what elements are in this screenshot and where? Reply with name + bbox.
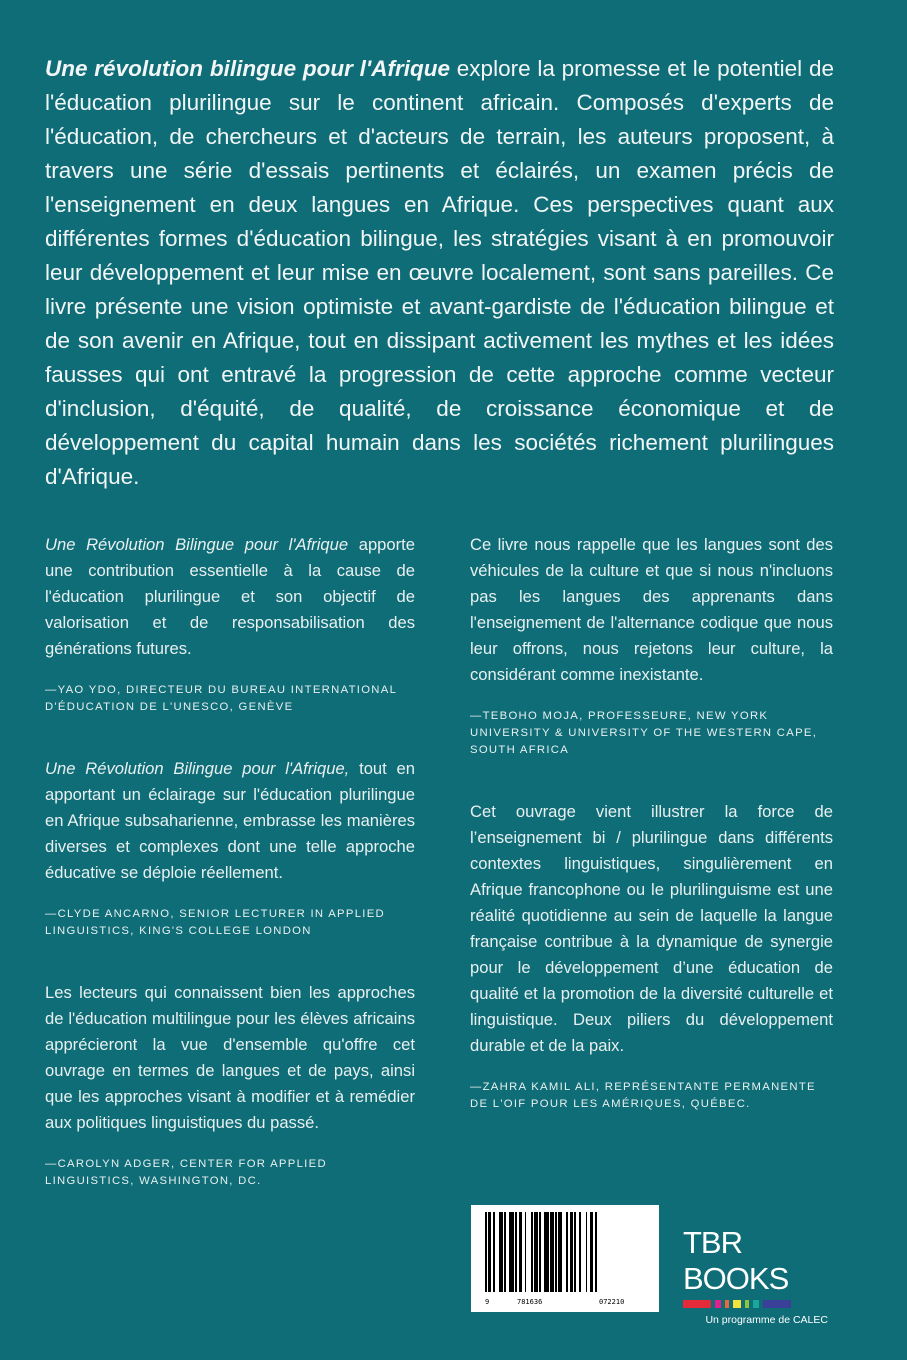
publisher-tagline: Un programme de CALEC — [705, 1314, 828, 1326]
stripe-segment — [745, 1300, 749, 1308]
publisher-name: TBR BOOKS — [683, 1225, 789, 1296]
quote-text: Ce livre nous rappelle que les langues sont des véhicules de la culture et que si nous n'incluons pas les langues des apprenants dans l'enseignement de l'alternance codique que nous leur offrons, nous rejetons leur culture, la considérant comme inexistante. — [470, 535, 833, 684]
right-quotes-column — [470, 532, 833, 1153]
publisher-logo — [683, 1225, 833, 1326]
book-title: Une révolution bilingue pour l'Afrique — [45, 56, 450, 81]
quote-text: Cet ouvrage vient illustrer la force de l’enseignement bi / plurilingue dans différents contextes linguistiques, singulièrement en Afrique francophone ou le plurilinguisme est une réalité quotidienne au sein de laquelle la langue française contribue à la dynamique de synergie pour le développement d’une éducation de qualité et la promotion de la diversité culturelle et linguistique. Deux piliers du développement durable et de la paix. — [470, 802, 833, 1055]
book-description — [45, 52, 834, 494]
stripe-segment — [753, 1300, 759, 1308]
quote-block — [45, 756, 415, 940]
barcode-digits-left: 781636 — [517, 1298, 543, 1306]
quote-text: apporte une contribution essentielle à la cause de l'éducation plurilingue et son objectif de valorisation et de responsabilisation des générations futures. — [45, 535, 415, 658]
quote-attribution: —TEBOHO MOJA, PROFESSEURE, NEW YORK UNIVERSITY & UNIVERSITY OF THE WESTERN CAPE, SOUTH AFRICA — [470, 710, 818, 756]
stripe-segment — [733, 1300, 741, 1308]
description-text: explore la promesse et le potentiel de l'éducation plurilingue sur le continent africain. Composés d'experts de l'éducation, de chercheurs et d'acteurs de terrain, les auteurs proposent, à travers une série d'essais pertinents et éclairés, un examen précis de l'enseignement en deux langues en Afrique. Ces perspectives quant aux différentes formes d'éducation bilingue, les stratégies visant à en promouvoir leur développement et leur mise en œuvre localement, sont sans pareilles. Ce livre présente une vision optimiste et avant-gardiste de l'éducation bilingue et de son avenir en Afrique, tout en dissipant activement les mythes et les idées fausses qui ont entravé la progression de cette approche comme vecteur d'inclusion, d'équité, de qualité, de croissance économique et de développement du capital humain dans les sociétés richement plurilingues d'Afrique. — [45, 56, 834, 489]
quote-block — [470, 532, 833, 759]
quote-block — [45, 980, 415, 1190]
stripe-segment — [683, 1300, 711, 1308]
quote-attribution: —CAROLYN ADGER, CENTER FOR APPLIED LINGUISTICS, WASHINGTON, DC. — [45, 1158, 327, 1187]
barcode-digit: 9 — [485, 1298, 490, 1306]
quote-attribution: —YAO YDO, DIRECTEUR DU BUREAU INTERNATIONAL D'ÉDUCATION DE L'UNESCO, GENÈVE — [45, 684, 397, 713]
left-quotes-column — [45, 532, 415, 1230]
quote-title: Une Révolution Bilingue pour l'Afrique — [45, 535, 349, 554]
barcode-bars — [485, 1212, 647, 1292]
quote-attribution: —ZAHRA KAMIL ALI, REPRÉSENTANTE PERMANENTE DE L'OIF POUR LES AMÉRIQUES, QUÉBEC. — [470, 1081, 816, 1110]
isbn-barcode — [471, 1205, 659, 1312]
quote-text: Les lecteurs qui connaissent bien les approches de l'éducation multilingue pour les élèves africains apprécieront la vue d'ensemble qu'offre cet ouvrage en termes de langues et de pays, ainsi que les approches visant à modifier et à remédier aux politiques linguistiques du passé. — [45, 983, 415, 1132]
quote-text: tout en apportant un éclairage sur l'éducation plurilingue en Afrique subsaharienne, embrasse les manières diverses et complexes dont une telle approche éducative se déploie réellement. — [45, 759, 416, 882]
barcode-digits-right: 072210 — [599, 1298, 625, 1306]
quote-block — [470, 799, 833, 1113]
stripe-segment — [763, 1300, 791, 1308]
quote-attribution: —CLYDE ANCARNO, SENIOR LECTURER IN APPLIED LINGUISTICS, KING'S COLLEGE LONDON — [45, 908, 386, 937]
stripe-segment — [725, 1300, 729, 1308]
barcode-bar — [597, 1212, 599, 1292]
quote-title: Une Révolution Bilingue pour l'Afrique, — [45, 759, 350, 778]
color-stripe — [683, 1300, 833, 1308]
quote-block — [45, 532, 415, 716]
stripe-segment — [715, 1300, 721, 1308]
